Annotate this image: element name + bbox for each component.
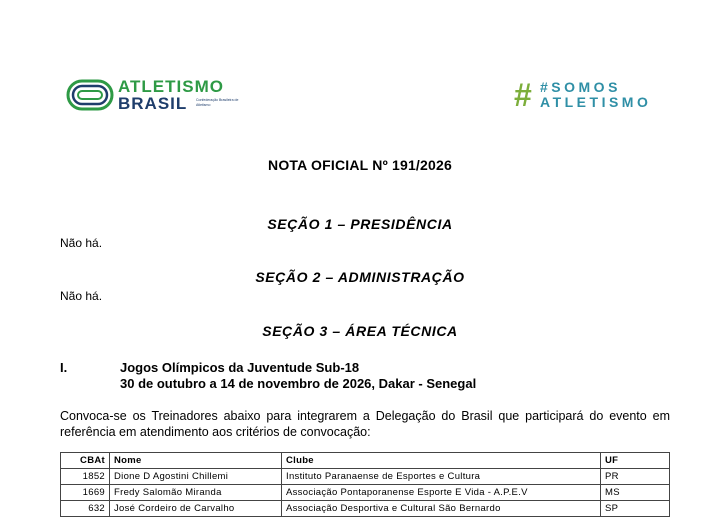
cell-cbat: 1669	[61, 485, 110, 501]
cell-uf: PR	[601, 469, 670, 485]
cell-cbat: 632	[61, 501, 110, 517]
table-row	[61, 501, 670, 517]
section-2-body: Não há.	[60, 289, 103, 303]
cell-clube: Associação Pontaporanense Esporte E Vida - A.P.E.V	[282, 485, 601, 501]
logo-right-line2: ATLETISMO	[540, 94, 652, 110]
header-uf: UF	[601, 453, 670, 469]
header-nome: Nome	[110, 453, 282, 469]
cell-clube: Instituto Paranaense de Esportes e Cultura	[282, 469, 601, 485]
table-row	[61, 485, 670, 501]
hashtag-icon: #	[514, 77, 532, 113]
table-row	[61, 469, 670, 485]
logo-tagline: Confederação Brasileira de Atletismo	[196, 98, 239, 107]
cell-nome: José Cordeiro de Carvalho	[110, 501, 282, 517]
logo-right-line1: #SOMOS	[540, 79, 621, 95]
header-cbat: CBAt	[61, 453, 110, 469]
cell-nome: Fredy Salomão Miranda	[110, 485, 282, 501]
section-1-heading: SEÇÃO 1 – PRESIDÊNCIA	[267, 216, 453, 232]
cell-clube: Associação Desportiva e Cultural São Bernardo	[282, 501, 601, 517]
coaches-table	[60, 452, 670, 517]
section-3-heading: SEÇÃO 3 – ÁREA TÉCNICA	[262, 323, 458, 339]
logo-line1: ATLETISMO	[118, 77, 224, 96]
cell-nome: Dione D Agostini Chillemi	[110, 469, 282, 485]
cell-uf: MS	[601, 485, 670, 501]
atletismo-brasil-logo	[66, 78, 241, 114]
item-number: I.	[60, 360, 68, 375]
section-2-heading: SEÇÃO 2 – ADMINISTRAÇÃO	[255, 269, 465, 285]
cell-cbat: 1852	[61, 469, 110, 485]
header-clube: Clube	[282, 453, 601, 469]
intro-paragraph: Convoca-se os Treinadores abaixo para integrarem a Delegação do Brasil que participará do evento em referência em atendimento aos critérios de convocação:	[60, 409, 670, 439]
section-1-body: Não há.	[60, 236, 103, 250]
item-event-name: Jogos Olímpicos da Juventude Sub-18	[120, 360, 360, 375]
item-event-dates: 30 de outubro a 14 de novembro de 2026, Dakar - Senegal	[120, 376, 477, 391]
table-header-row	[61, 453, 670, 469]
somos-atletismo-logo	[514, 77, 654, 113]
cell-uf: SP	[601, 501, 670, 517]
document-title: NOTA OFICIAL Nº 191/2026	[268, 157, 452, 173]
logo-line2: BRASIL	[118, 94, 188, 113]
